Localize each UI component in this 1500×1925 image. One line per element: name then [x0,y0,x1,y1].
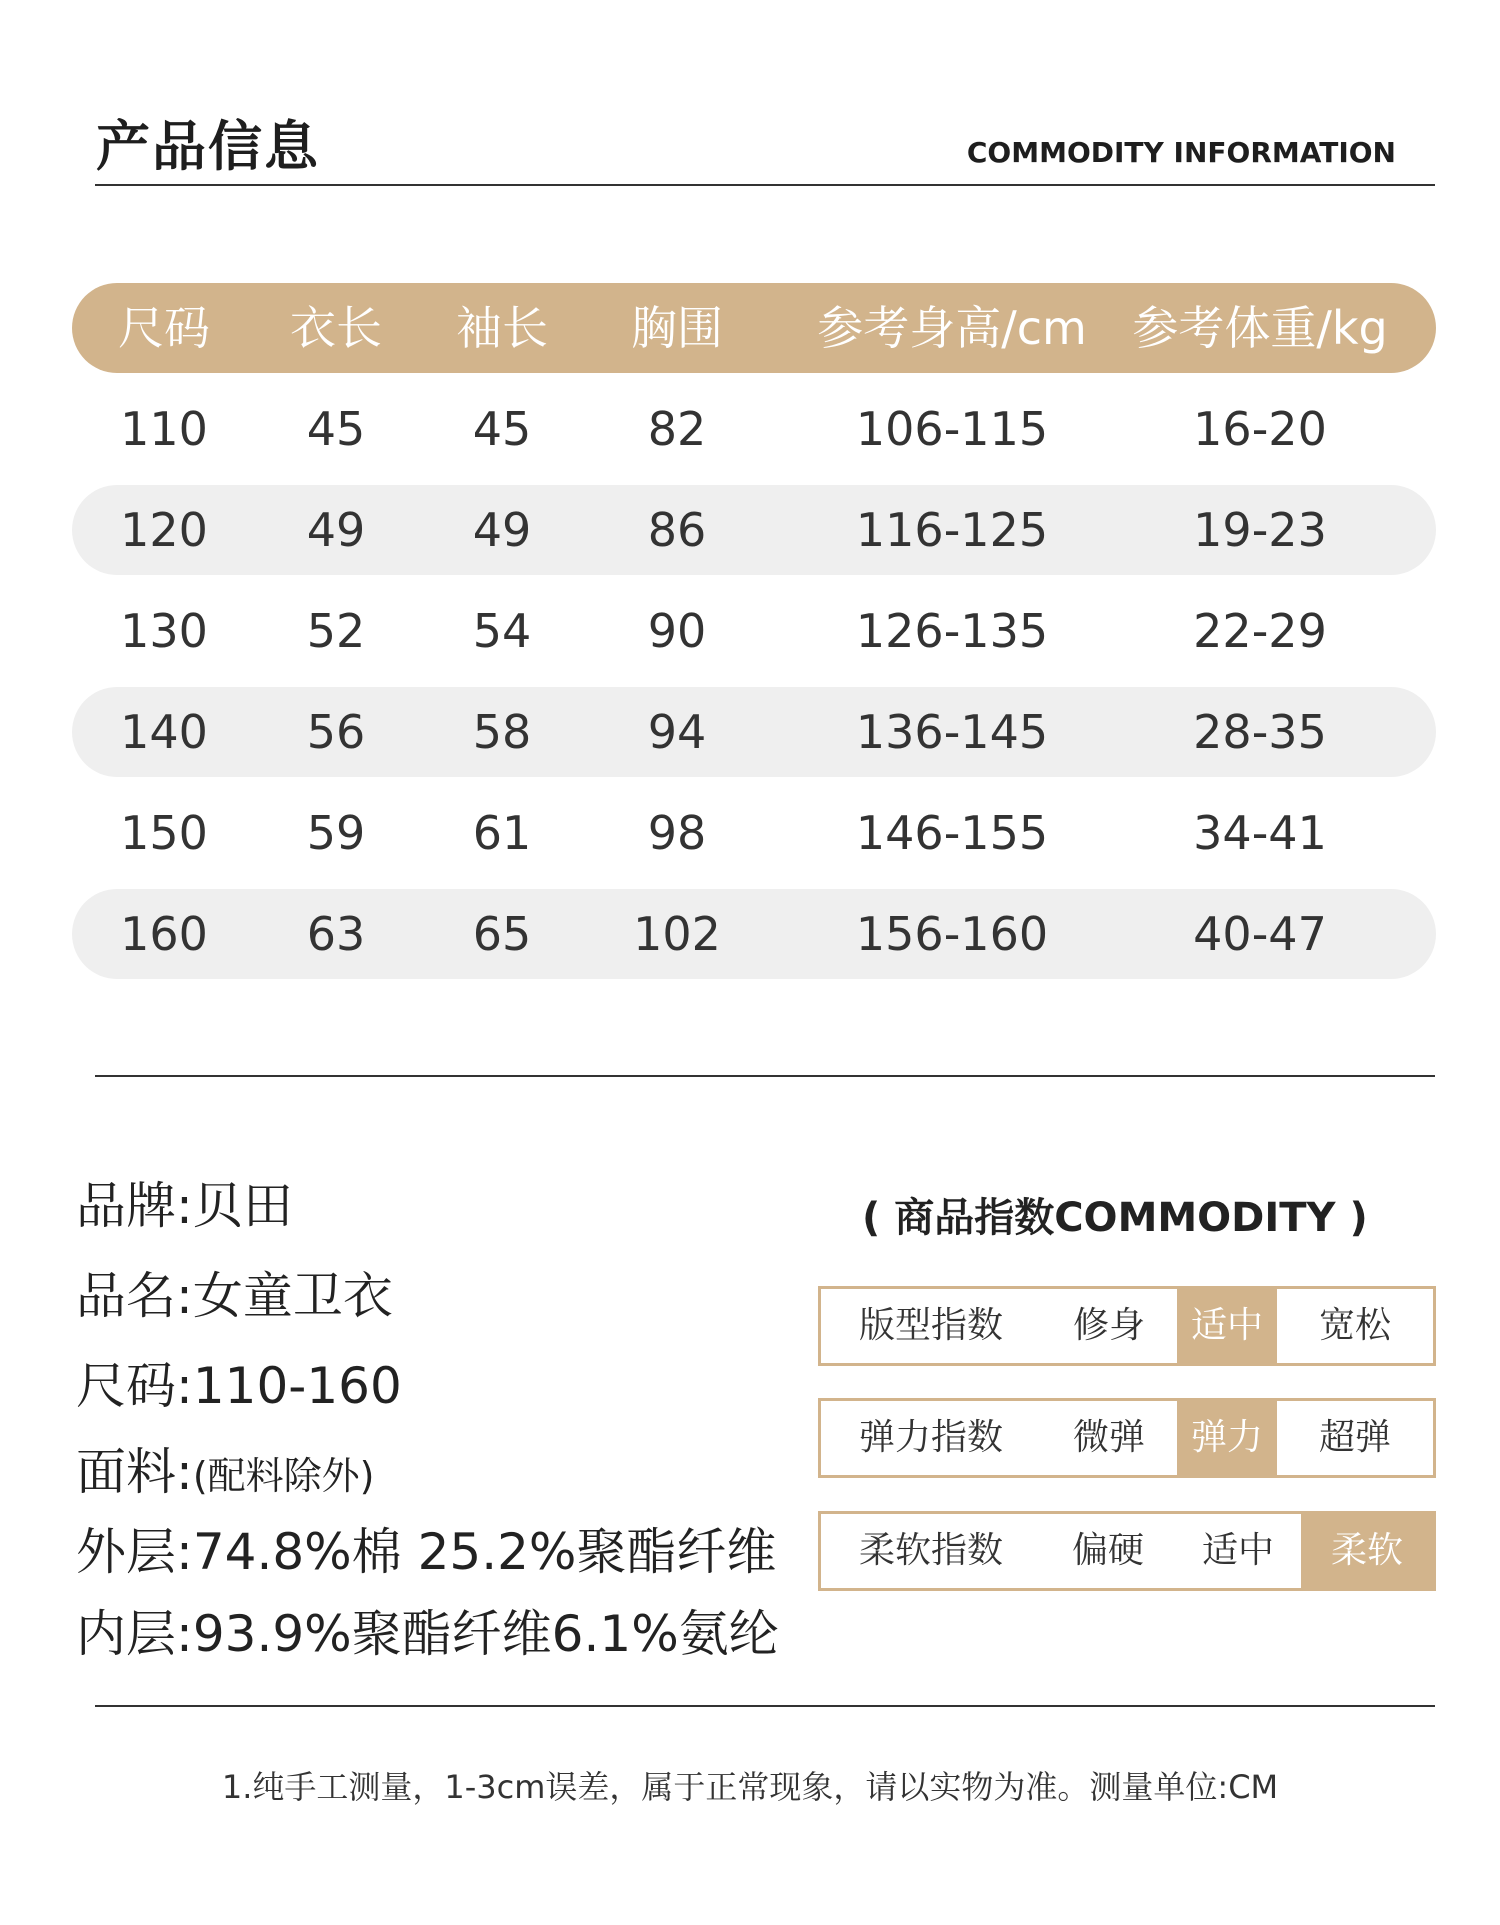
cell-height: 146-155 [855,806,1049,860]
index-option: 偏硬 [1071,1530,1144,1571]
cell-length: 63 [306,907,366,961]
cell-weight: 34-41 [1193,806,1327,860]
cell-chest: 102 [633,907,721,961]
cell-size: 140 [120,705,208,759]
col-header-weight: 参考体重/kg [1132,301,1388,355]
cell-sleeve: 61 [472,806,532,860]
table-row [72,384,1436,474]
spec-outer: 外层:74.8%棉 25.2%聚酯纤维 [76,1523,777,1581]
cell-sleeve: 49 [472,503,532,557]
col-header-height: 参考身高/cm [817,301,1087,355]
cell-height: 136-145 [855,705,1049,759]
measurement-footnote: 1.纯手工测量，1-3cm误差，属于正常现象，请以实物为准。测量单位:CM [221,1768,1279,1806]
cell-sleeve: 54 [472,604,532,658]
col-header-size: 尺码 [118,301,210,355]
index-option: 适中 [1201,1530,1274,1571]
divider-bottom [95,1705,1435,1707]
table-row [72,586,1436,676]
cell-chest: 82 [647,402,707,456]
cell-chest: 98 [647,806,707,860]
cell-chest: 86 [647,503,707,557]
cell-size: 110 [120,402,208,456]
cell-chest: 94 [647,705,707,759]
table-row [72,788,1436,878]
spec-fabric [76,1432,375,1504]
index-row-stretch [818,1398,1436,1478]
spec-fabric-note: (配料除外) [192,1454,375,1498]
spec-size: 尺码:110-160 [76,1357,402,1415]
index-label: 柔软指数 [858,1530,1003,1571]
spec-name: 品名:女童卫衣 [76,1267,393,1325]
cell-height: 126-135 [855,604,1049,658]
index-option: 修身 [1072,1305,1145,1346]
index-option-active: 适中 [1177,1289,1277,1363]
cell-size: 130 [120,604,208,658]
index-option: 宽松 [1318,1305,1391,1346]
cell-chest: 90 [647,604,707,658]
cell-height: 106-115 [855,402,1049,456]
spec-fabric-label: 面料: [76,1443,193,1501]
cell-size: 160 [120,907,208,961]
cell-sleeve: 58 [472,705,532,759]
col-header-chest: 胸围 [631,301,723,355]
cell-length: 59 [306,806,366,860]
spec-brand: 品牌:贝田 [76,1177,293,1235]
index-option: 超弹 [1318,1417,1391,1458]
index-label: 弹力指数 [858,1417,1003,1458]
cell-height: 116-125 [855,503,1049,557]
page-subtitle: COMMODITY INFORMATION [966,136,1396,169]
cell-weight: 28-35 [1193,705,1327,759]
table-row [72,889,1436,979]
index-row-fit [818,1286,1436,1366]
cell-sleeve: 45 [472,402,532,456]
cell-weight: 22-29 [1193,604,1327,658]
page-title: 产品信息 [96,115,320,178]
cell-sleeve: 65 [472,907,532,961]
cell-weight: 40-47 [1193,907,1327,961]
cell-height: 156-160 [855,907,1049,961]
col-header-length: 衣长 [290,301,382,355]
table-row [72,687,1436,777]
index-label: 版型指数 [858,1305,1003,1346]
index-row-softness [818,1511,1436,1591]
divider-middle [95,1075,1435,1077]
size-table [72,283,1436,990]
index-option-active: 弹力 [1177,1401,1277,1475]
index-option-active: 柔软 [1301,1514,1433,1588]
cell-size: 150 [120,806,208,860]
cell-length: 49 [306,503,366,557]
table-header-row [72,283,1436,373]
cell-weight: 19-23 [1193,503,1327,557]
cell-length: 52 [306,604,366,658]
spec-inner: 内层:93.9%聚酯纤维6.1%氨纶 [76,1605,779,1663]
commodity-index-title: ( 商品指数COMMODITY ) [862,1195,1368,1241]
divider-top [95,184,1435,186]
table-row [72,485,1436,575]
cell-length: 45 [306,402,366,456]
col-header-sleeve: 袖长 [456,301,548,355]
cell-size: 120 [120,503,208,557]
index-option: 微弹 [1072,1417,1145,1458]
cell-length: 56 [306,705,366,759]
cell-weight: 16-20 [1193,402,1327,456]
